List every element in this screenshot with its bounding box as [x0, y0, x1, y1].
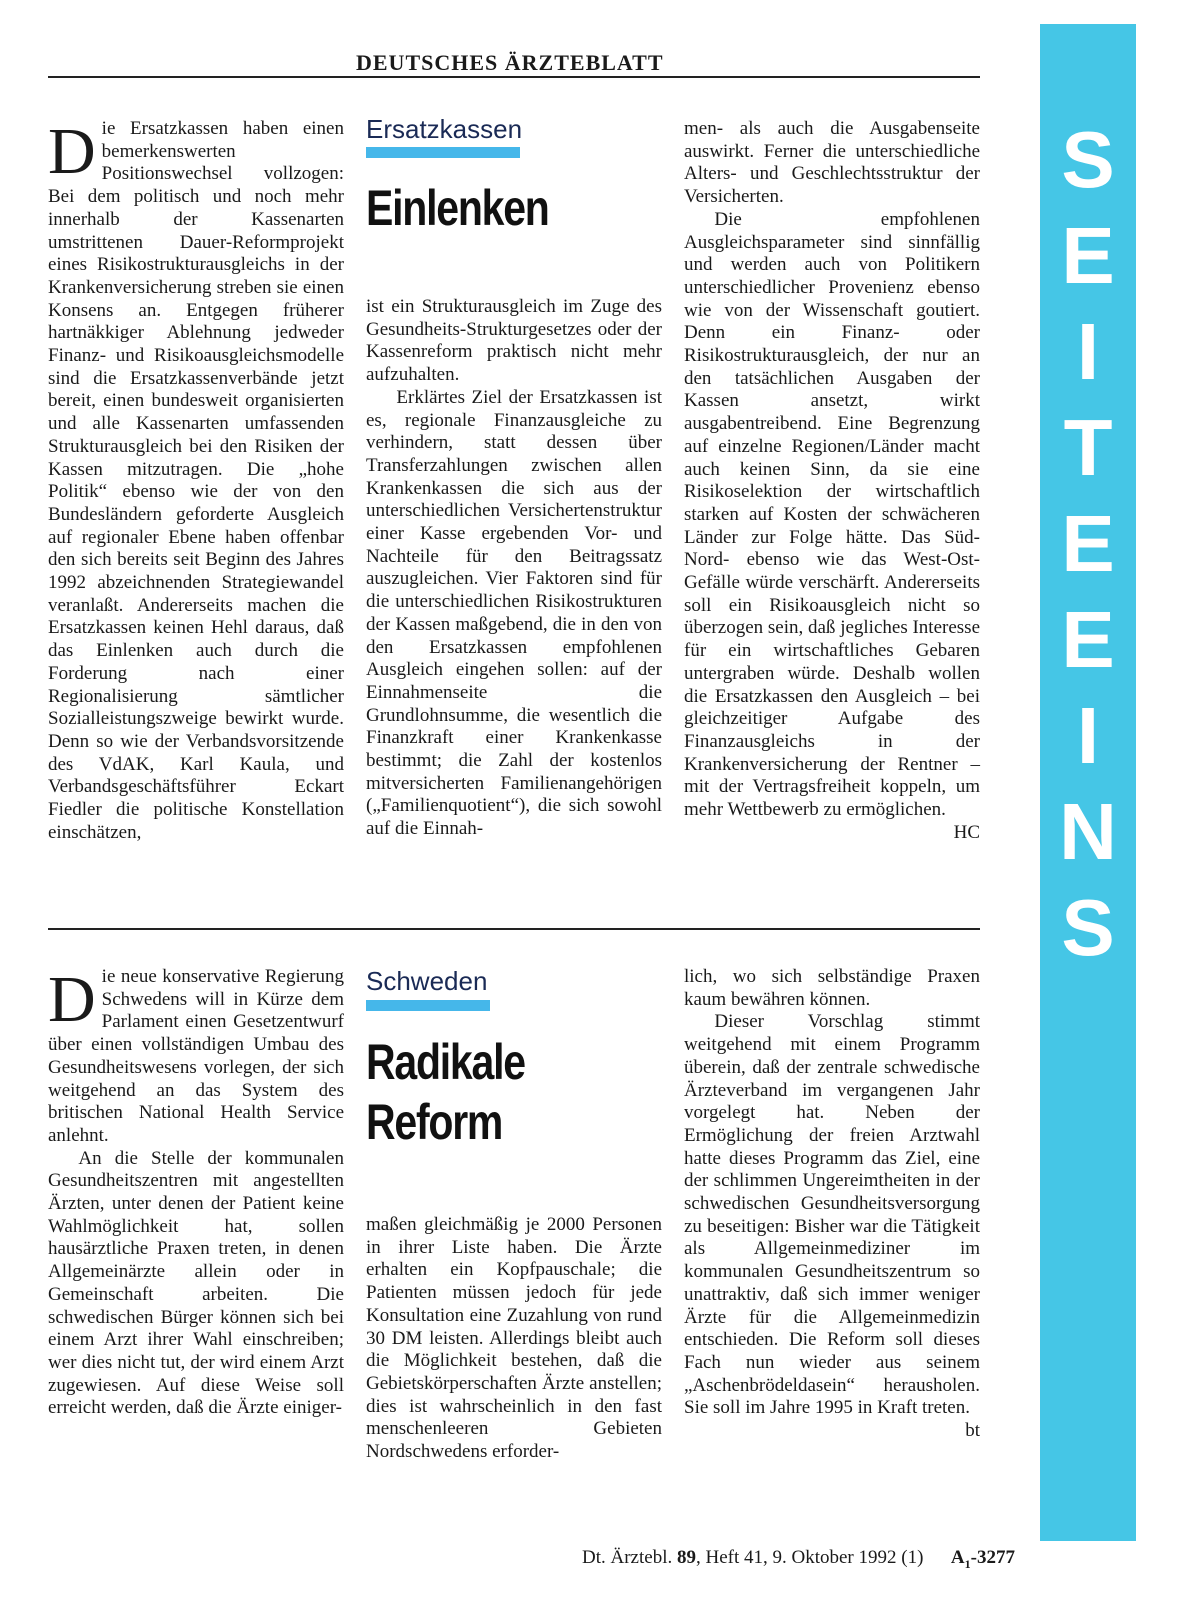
top-rule — [48, 76, 980, 78]
footer-page-sub: 1 — [964, 1556, 971, 1571]
article2-col3-para1: lich, wo sich selbständige Praxen kaum bewähren können. — [684, 966, 980, 1010]
sidebar-banner — [1040, 24, 1136, 1541]
article2-headline-line2: Reform — [366, 1094, 503, 1150]
article1-column1 — [48, 115, 344, 845]
article1-col3-para2: Die empfohlenen Ausgleichsparameter sind sinnfällig und werden auch von Politikern unterschiedlicher Provenienz ebenso wie von der Wissenschaft goutiert. Denn ein Finanz- oder Risikostrukturausgleich, der nur an den tatsächlichen Ausgaben der Kassen ansetzt, wirkt ausgabentreibend. Eine Begrenzung auf einzelne Regionen/Länder macht auch keinen Sinn, da sie eine Risikoselektion der wirtschaftlich starken auf Kosten der schwächeren Länder zur Folge hätte. Das Süd-Nord- ebenso wie das West-Ost-Gefälle würde verschärft. Andererseits soll ein Risikoausgleich nicht so überzogen sein, daß jegliches Interesse für ein wirtschaftliches Gebaren untergraben würde. Deshalb wollen die Ersatzkassen den Ausgleich – bei gleichzeitiger Aufgabe des Finanzausgleichs in der Krankenversicherung der Rentner – mit der Vertragsfreiheit koppeln, um mehr Wettbewerb zu ermöglichen. — [684, 208, 980, 821]
article1-dropcap: D — [48, 115, 96, 188]
sidebar-letter: E — [1061, 595, 1115, 684]
article1-kicker: Ersatzkassen — [366, 114, 523, 144]
masthead: DEUTSCHES ÄRZTEBLATT — [356, 50, 664, 75]
article1-col1-text: ie Ersatzkassen haben einen bemerkenswerten Positionswechsel vollzogen: Bei dem politisch und noch mehr innerhalb der Kassenarten umstrittenen Dauer-Reformprojekt eines Risikostrukturausgleichs in der Krankenversicherung streben sie einen Konsens an. Entgegen früherer hartnäkkiger Ablehnung jedweder Finanz- und Risikoausgleichsmodelle sind die Ersatzkassenverbände jetzt bereit, einen bundesweit organisierten und alle Kassenarten umfassenden Strukturausgleich bei den Risiken der Kassen mitzutragen. Die „hohe Politik“ ebenso wie der von den Bundesländern geforderte Ausgleich auf regionaler Ebene haben offenbar den sich bereits seit Beginn des Jahres 1992 abzeichnenden Strategiewandel veranlaßt. Andererseits machen die Ersatzkassen keinen Hehl daraus, daß das Einlenken auch durch die Forderung nach einer Regionalisierung sämtlicher Sozialleistungszweige bewirkt wurde. Denn so wie der Verbandsvorsitzende des VdAK, Karl Kaula, und Verbandsgeschäftsführer Eckart Fiedler die politische Konstellation einschätzen, — [48, 118, 344, 843]
footer-issue: , Heft 41, 9. Oktober 1992 (1) — [695, 1547, 924, 1568]
footer-page-number: -3277 — [970, 1547, 1015, 1568]
article2-kicker-bar — [366, 1000, 490, 1011]
section-divider — [48, 928, 980, 930]
footer-volume: 89 — [676, 1547, 696, 1568]
article2-column2 — [366, 1214, 662, 1464]
sidebar-letter: S — [1061, 883, 1115, 972]
sidebar-letter: S — [1061, 115, 1115, 204]
article1-col2-para1: ist ein Strukturausgleich im Zuge des Gesundheits-Strukturgesetzes oder der Kassenreform praktisch nicht mehr aufzuhalten. — [366, 296, 662, 386]
footer-journal: Dt. Ärztebl. — [582, 1547, 673, 1568]
sidebar-letter: T — [1063, 403, 1113, 492]
article2-col3-para2: Dieser Vorschlag stimmt weitgehend mit einem Programm überein, daß der zentrale schwedische Ärzteverband im vergangenen Jahr vorgelegt hat. Neben der Ermöglichung der freien Arztwahl hatte dieses Programm das Ziel, eine der schlimmen Ungereimtheiten in der schwedischen Gesundheitsversorgung zu beseitigen: Bisher war die Tätigkeit als Allgemeinmediziner im kommunalen Gesundheitszentrum so unattraktiv, daß sich immer weniger Ärzte für die Allgemeinmedizin entschieden. Die Reform soll dieses Fach nun wieder aus seinem „Aschenbrödeldasein“ herausholen. Sie soll im Jahre 1995 in Kraft treten. — [684, 1011, 980, 1419]
article1-headline: Einlenken — [366, 180, 549, 236]
sidebar-letters — [1040, 115, 1136, 984]
article1-col3-para1: men- als auch die Ausgabenseite auswirkt. Ferner die unterschiedliche Alters- und Geschlechtsstruktur der Versicherten. — [684, 118, 980, 208]
article2-col2-para1: maßen gleichmäßig je 2000 Personen in ihrer Liste haben. Die Ärzte erhalten ein Kopfpauschale; die Patienten müssen jedoch für jede Konsultation eine Zuzahlung von rund 30 DM leisten. Allerdings bleibt auch die Möglichkeit bestehen, daß die Gebietskörperschaften Ärzte anstellen; dies ist wahrscheinlich in den fast menschenleeren Gebieten Nordschwedens erforder- — [366, 1214, 662, 1463]
article2-kicker: Schweden — [366, 966, 488, 996]
sidebar-letter: I — [1076, 307, 1100, 396]
article2-col1-para1: ie neue konservative Regierung Schwedens will in Kürze dem Parlament einen Gesetzentwurf über einen vollständigen Umbau des Gesundheitswesens vorlegen, der sich weitgehend an das System des britischen National Health Service anlehnt. — [48, 966, 344, 1146]
article1-column2 — [366, 296, 662, 841]
footer-page-prefix: A — [950, 1547, 965, 1568]
sidebar-letter: N — [1059, 787, 1117, 876]
sidebar-letter: E — [1061, 499, 1115, 588]
article2-column1 — [48, 963, 344, 1420]
article2-column3 — [684, 966, 980, 1443]
article2-col1-para2: An die Stelle der kommunalen Gesundheitszentren mit angestellten Ärzten, unter denen der Patient keine Wahlmöglichkeit hat, sollen hausärztliche Praxen treten, in denen Allgemeinärzte allein oder in Gemeinschaft arbeiten. Die schwedischen Bürger können sich bei einem Arzt ihrer Wahl einschreiben; wer dies nicht tut, der wird einem Arzt zugewiesen. Auf diese Weise soll erreicht werden, daß die Ärzte einiger- — [48, 1147, 344, 1419]
article2-dropcap: D — [48, 963, 96, 1036]
article1-column3 — [684, 118, 980, 845]
page-footer — [582, 1547, 1015, 1572]
article2-headline-line1: Radikale — [366, 1034, 525, 1090]
article1-signoff: HC — [953, 821, 980, 843]
sidebar-letter: E — [1061, 211, 1115, 300]
article1-kicker-bar — [366, 147, 520, 158]
article2-signoff: bt — [965, 1420, 980, 1442]
article1-col2-para2: Erklärtes Ziel der Ersatzkassen ist es, regionale Finanzausgleiche zu verhindern, statt dessen über Transferzahlungen zwischen allen Krankenkassen die sich aus der unterschiedlichen Versichertenstruktur einer Kasse ergebenden Vor- und Nachteile für den Beitragssatz auszugleichen. Vier Faktoren sind für die unterschiedlichen Risikostrukturen der Kassen maßgebend, die in den von den Ersatzkassen empfohlenen Ausgleich eingehen sollen: auf der Einnahmenseite die Grundlohnsumme, die wesentlich die Finanzkraft einer Krankenkasse bestimmt; die Zahl der kostenlos mitversicherten Familienangehörigen („Familienquotient“), die sich sowohl auf die Einnah- — [366, 386, 662, 840]
sidebar-letter: I — [1076, 691, 1100, 780]
